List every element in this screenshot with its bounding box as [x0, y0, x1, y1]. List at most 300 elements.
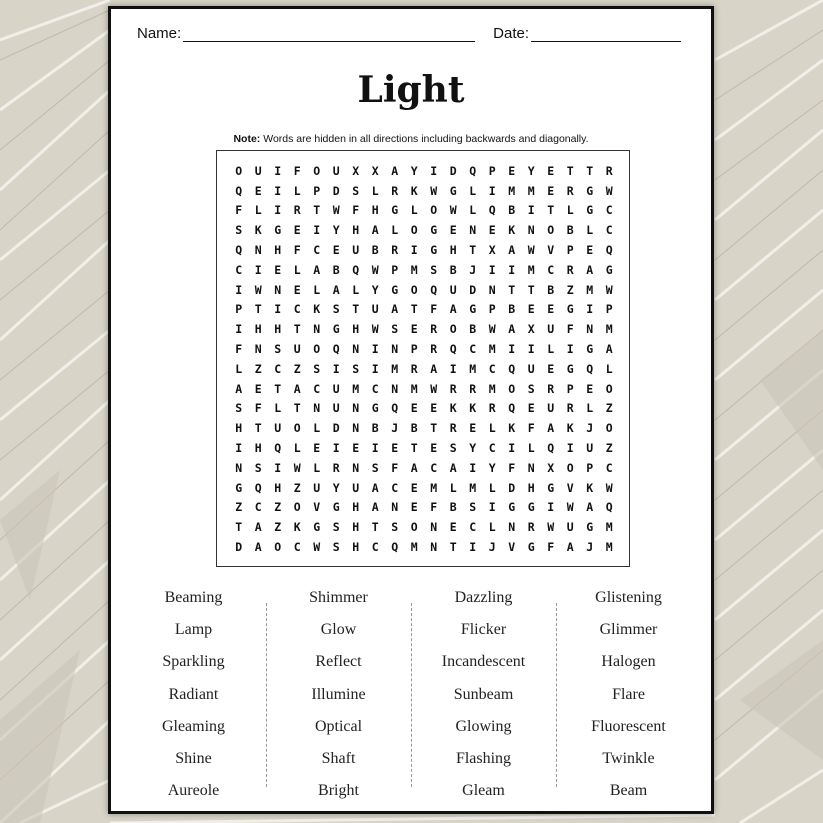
- grid-letter[interactable]: N: [508, 520, 516, 535]
- grid-letter[interactable]: P: [313, 183, 321, 198]
- grid-letter[interactable]: Y: [527, 163, 535, 178]
- grid-letter[interactable]: Q: [508, 401, 516, 416]
- grid-letter[interactable]: M: [410, 262, 418, 277]
- grid-letter[interactable]: H: [254, 322, 262, 337]
- grid-letter[interactable]: Q: [605, 500, 613, 515]
- grid-letter[interactable]: Z: [566, 282, 574, 297]
- grid-letter[interactable]: L: [293, 441, 301, 456]
- grid-letter[interactable]: U: [332, 163, 340, 178]
- grid-letter[interactable]: U: [566, 520, 574, 535]
- grid-letter[interactable]: I: [410, 243, 418, 258]
- grid-letter[interactable]: E: [469, 421, 477, 436]
- grid-letter[interactable]: C: [391, 480, 399, 495]
- grid-letter[interactable]: D: [469, 282, 477, 297]
- grid-letter[interactable]: N: [391, 381, 399, 396]
- grid-letter[interactable]: I: [430, 163, 438, 178]
- grid-letter[interactable]: P: [566, 243, 574, 258]
- grid-letter[interactable]: Q: [235, 183, 243, 198]
- grid-letter[interactable]: K: [508, 421, 516, 436]
- grid-letter[interactable]: A: [313, 262, 321, 277]
- grid-letter[interactable]: E: [527, 302, 535, 317]
- grid-letter[interactable]: M: [430, 480, 438, 495]
- grid-letter[interactable]: Y: [410, 163, 418, 178]
- grid-letter[interactable]: I: [274, 183, 282, 198]
- grid-letter[interactable]: T: [371, 520, 379, 535]
- grid-letter[interactable]: E: [586, 243, 594, 258]
- grid-letter[interactable]: T: [254, 302, 262, 317]
- grid-letter[interactable]: F: [566, 322, 574, 337]
- grid-letter[interactable]: B: [566, 223, 574, 238]
- grid-letter[interactable]: H: [235, 421, 243, 436]
- grid-letter[interactable]: B: [332, 262, 340, 277]
- grid-letter[interactable]: O: [449, 322, 457, 337]
- grid-letter[interactable]: D: [332, 183, 340, 198]
- grid-letter[interactable]: S: [352, 361, 360, 376]
- grid-letter[interactable]: I: [527, 342, 535, 357]
- grid-letter[interactable]: H: [274, 243, 282, 258]
- grid-letter[interactable]: B: [449, 500, 457, 515]
- grid-letter[interactable]: I: [566, 342, 574, 357]
- date-field[interactable]: [493, 25, 681, 42]
- grid-letter[interactable]: Y: [488, 460, 496, 475]
- grid-letter[interactable]: B: [508, 203, 516, 218]
- grid-letter[interactable]: S: [235, 401, 243, 416]
- grid-letter[interactable]: Z: [235, 500, 243, 515]
- grid-letter[interactable]: I: [547, 500, 555, 515]
- grid-letter[interactable]: G: [508, 500, 516, 515]
- grid-letter[interactable]: F: [352, 203, 360, 218]
- grid-letter[interactable]: R: [391, 183, 399, 198]
- grid-letter[interactable]: U: [313, 480, 321, 495]
- grid-letter[interactable]: N: [469, 223, 477, 238]
- grid-letter[interactable]: B: [469, 322, 477, 337]
- grid-letter[interactable]: G: [586, 342, 594, 357]
- grid-letter[interactable]: I: [527, 203, 535, 218]
- grid-letter[interactable]: B: [371, 421, 379, 436]
- grid-letter[interactable]: B: [410, 421, 418, 436]
- grid-letter[interactable]: S: [332, 520, 340, 535]
- grid-letter[interactable]: C: [313, 381, 321, 396]
- grid-letter[interactable]: R: [391, 243, 399, 258]
- grid-letter[interactable]: M: [410, 540, 418, 555]
- grid-letter[interactable]: T: [293, 322, 301, 337]
- grid-letter[interactable]: L: [605, 361, 613, 376]
- grid-letter[interactable]: N: [391, 342, 399, 357]
- grid-letter[interactable]: G: [586, 203, 594, 218]
- grid-letter[interactable]: F: [235, 342, 243, 357]
- grid-letter[interactable]: A: [430, 361, 438, 376]
- grid-letter[interactable]: G: [332, 322, 340, 337]
- grid-letter[interactable]: A: [254, 540, 262, 555]
- grid-letter[interactable]: T: [430, 421, 438, 436]
- grid-letter[interactable]: G: [391, 282, 399, 297]
- grid-letter[interactable]: K: [508, 223, 516, 238]
- grid-letter[interactable]: R: [566, 401, 574, 416]
- grid-letter[interactable]: I: [508, 342, 516, 357]
- grid-letter[interactable]: G: [566, 302, 574, 317]
- grid-letter[interactable]: D: [235, 540, 243, 555]
- grid-letter[interactable]: T: [527, 282, 535, 297]
- grid-letter[interactable]: A: [254, 520, 262, 535]
- grid-letter[interactable]: T: [547, 203, 555, 218]
- grid-letter[interactable]: L: [586, 401, 594, 416]
- grid-letter[interactable]: R: [332, 460, 340, 475]
- grid-letter[interactable]: I: [508, 441, 516, 456]
- grid-letter[interactable]: C: [371, 381, 379, 396]
- grid-letter[interactable]: Q: [391, 540, 399, 555]
- grid-letter[interactable]: G: [235, 480, 243, 495]
- grid-letter[interactable]: V: [508, 540, 516, 555]
- grid-letter[interactable]: P: [605, 302, 613, 317]
- grid-letter[interactable]: V: [566, 480, 574, 495]
- grid-letter[interactable]: U: [527, 361, 535, 376]
- grid-letter[interactable]: R: [449, 381, 457, 396]
- grid-letter[interactable]: E: [410, 401, 418, 416]
- grid-letter[interactable]: H: [254, 441, 262, 456]
- grid-letter[interactable]: X: [488, 243, 496, 258]
- grid-letter[interactable]: A: [605, 342, 613, 357]
- grid-letter[interactable]: H: [527, 480, 535, 495]
- grid-letter[interactable]: C: [274, 361, 282, 376]
- grid-letter[interactable]: G: [527, 540, 535, 555]
- grid-letter[interactable]: A: [410, 460, 418, 475]
- grid-letter[interactable]: N: [254, 342, 262, 357]
- grid-letter[interactable]: A: [391, 302, 399, 317]
- grid-letter[interactable]: U: [352, 480, 360, 495]
- grid-letter[interactable]: U: [332, 401, 340, 416]
- grid-letter[interactable]: K: [313, 302, 321, 317]
- grid-letter[interactable]: R: [547, 381, 555, 396]
- grid-letter[interactable]: A: [371, 480, 379, 495]
- grid-letter[interactable]: V: [547, 243, 555, 258]
- grid-letter[interactable]: L: [566, 203, 574, 218]
- grid-letter[interactable]: E: [527, 401, 535, 416]
- grid-letter[interactable]: G: [605, 262, 613, 277]
- grid-letter[interactable]: J: [488, 540, 496, 555]
- grid-letter[interactable]: C: [488, 361, 496, 376]
- grid-letter[interactable]: E: [547, 302, 555, 317]
- grid-letter[interactable]: D: [332, 421, 340, 436]
- grid-letter[interactable]: E: [449, 520, 457, 535]
- grid-letter[interactable]: R: [410, 361, 418, 376]
- grid-letter[interactable]: U: [352, 243, 360, 258]
- grid-letter[interactable]: H: [274, 322, 282, 337]
- grid-letter[interactable]: Z: [274, 500, 282, 515]
- grid-letter[interactable]: S: [313, 361, 321, 376]
- grid-letter[interactable]: I: [488, 262, 496, 277]
- grid-letter[interactable]: R: [293, 203, 301, 218]
- grid-letter[interactable]: W: [605, 183, 613, 198]
- grid-letter[interactable]: M: [586, 282, 594, 297]
- grid-letter[interactable]: Q: [332, 342, 340, 357]
- grid-letter[interactable]: L: [527, 441, 535, 456]
- grid-letter[interactable]: T: [410, 302, 418, 317]
- grid-letter[interactable]: F: [293, 243, 301, 258]
- grid-letter[interactable]: L: [391, 223, 399, 238]
- grid-letter[interactable]: R: [430, 322, 438, 337]
- grid-letter[interactable]: I: [235, 282, 243, 297]
- grid-letter[interactable]: H: [352, 500, 360, 515]
- grid-letter[interactable]: L: [293, 262, 301, 277]
- grid-letter[interactable]: R: [527, 520, 535, 535]
- grid-letter[interactable]: L: [293, 183, 301, 198]
- grid-letter[interactable]: R: [488, 401, 496, 416]
- grid-letter[interactable]: O: [313, 163, 321, 178]
- grid-letter[interactable]: C: [235, 262, 243, 277]
- grid-letter[interactable]: O: [410, 223, 418, 238]
- grid-letter[interactable]: E: [430, 401, 438, 416]
- grid-letter[interactable]: N: [352, 460, 360, 475]
- grid-letter[interactable]: B: [449, 262, 457, 277]
- grid-letter[interactable]: O: [274, 540, 282, 555]
- grid-letter[interactable]: I: [274, 203, 282, 218]
- grid-letter[interactable]: L: [469, 203, 477, 218]
- grid-letter[interactable]: W: [371, 322, 379, 337]
- grid-letter[interactable]: I: [235, 441, 243, 456]
- grid-letter[interactable]: G: [371, 401, 379, 416]
- grid-letter[interactable]: A: [449, 302, 457, 317]
- grid-letter[interactable]: G: [527, 500, 535, 515]
- grid-letter[interactable]: G: [547, 480, 555, 495]
- grid-letter[interactable]: V: [313, 500, 321, 515]
- grid-letter[interactable]: Z: [254, 361, 262, 376]
- grid-letter[interactable]: E: [410, 500, 418, 515]
- grid-letter[interactable]: E: [586, 381, 594, 396]
- grid-letter[interactable]: W: [332, 203, 340, 218]
- grid-letter[interactable]: L: [547, 342, 555, 357]
- grid-letter[interactable]: D: [508, 480, 516, 495]
- grid-letter[interactable]: W: [527, 243, 535, 258]
- name-field[interactable]: [137, 25, 475, 42]
- grid-letter[interactable]: U: [274, 421, 282, 436]
- grid-letter[interactable]: E: [488, 223, 496, 238]
- grid-letter[interactable]: Q: [254, 480, 262, 495]
- grid-letter[interactable]: C: [469, 342, 477, 357]
- grid-letter[interactable]: E: [254, 381, 262, 396]
- grid-letter[interactable]: P: [410, 342, 418, 357]
- grid-letter[interactable]: G: [586, 183, 594, 198]
- grid-letter[interactable]: L: [313, 282, 321, 297]
- grid-letter[interactable]: P: [488, 302, 496, 317]
- grid-letter[interactable]: H: [352, 540, 360, 555]
- grid-letter[interactable]: J: [391, 421, 399, 436]
- grid-letter[interactable]: E: [391, 441, 399, 456]
- grid-letter[interactable]: G: [449, 183, 457, 198]
- grid-letter[interactable]: I: [332, 441, 340, 456]
- grid-letter[interactable]: R: [430, 342, 438, 357]
- grid-letter[interactable]: I: [449, 361, 457, 376]
- grid-letter[interactable]: O: [293, 421, 301, 436]
- grid-letter[interactable]: G: [391, 203, 399, 218]
- grid-letter[interactable]: I: [274, 460, 282, 475]
- grid-letter[interactable]: N: [430, 540, 438, 555]
- grid-letter[interactable]: F: [391, 460, 399, 475]
- grid-letter[interactable]: M: [469, 361, 477, 376]
- grid-letter[interactable]: A: [332, 282, 340, 297]
- grid-letter[interactable]: K: [293, 520, 301, 535]
- grid-letter[interactable]: K: [410, 183, 418, 198]
- grid-letter[interactable]: Q: [586, 361, 594, 376]
- grid-letter[interactable]: T: [313, 203, 321, 218]
- grid-letter[interactable]: C: [430, 460, 438, 475]
- grid-letter[interactable]: W: [371, 262, 379, 277]
- grid-letter[interactable]: W: [430, 381, 438, 396]
- grid-letter[interactable]: E: [547, 361, 555, 376]
- grid-letter[interactable]: Q: [430, 282, 438, 297]
- grid-letter[interactable]: Q: [547, 441, 555, 456]
- grid-letter[interactable]: F: [430, 500, 438, 515]
- grid-letter[interactable]: A: [391, 163, 399, 178]
- grid-letter[interactable]: U: [449, 282, 457, 297]
- grid-letter[interactable]: N: [313, 322, 321, 337]
- grid-letter[interactable]: H: [352, 223, 360, 238]
- grid-letter[interactable]: Q: [352, 262, 360, 277]
- grid-letter[interactable]: O: [430, 203, 438, 218]
- grid-letter[interactable]: L: [586, 223, 594, 238]
- grid-letter[interactable]: A: [235, 381, 243, 396]
- grid-letter[interactable]: T: [449, 540, 457, 555]
- grid-letter[interactable]: N: [352, 401, 360, 416]
- grid-letter[interactable]: U: [586, 441, 594, 456]
- grid-letter[interactable]: M: [391, 361, 399, 376]
- grid-letter[interactable]: E: [274, 262, 282, 277]
- grid-letter[interactable]: E: [293, 282, 301, 297]
- grid-letter[interactable]: P: [488, 163, 496, 178]
- grid-letter[interactable]: E: [254, 183, 262, 198]
- grid-letter[interactable]: M: [508, 183, 516, 198]
- grid-letter[interactable]: J: [469, 262, 477, 277]
- grid-letter[interactable]: N: [313, 401, 321, 416]
- grid-letter[interactable]: P: [586, 460, 594, 475]
- grid-letter[interactable]: K: [469, 401, 477, 416]
- grid-letter[interactable]: I: [254, 262, 262, 277]
- grid-letter[interactable]: O: [566, 460, 574, 475]
- grid-letter[interactable]: P: [391, 262, 399, 277]
- grid-letter[interactable]: N: [352, 342, 360, 357]
- grid-letter[interactable]: Q: [449, 342, 457, 357]
- grid-letter[interactable]: T: [410, 441, 418, 456]
- grid-letter[interactable]: T: [274, 381, 282, 396]
- grid-letter[interactable]: S: [391, 520, 399, 535]
- grid-letter[interactable]: S: [430, 262, 438, 277]
- grid-letter[interactable]: O: [235, 163, 243, 178]
- grid-letter[interactable]: B: [371, 243, 379, 258]
- grid-letter[interactable]: Q: [508, 361, 516, 376]
- grid-letter[interactable]: A: [586, 500, 594, 515]
- grid-letter[interactable]: N: [527, 223, 535, 238]
- grid-letter[interactable]: G: [566, 361, 574, 376]
- grid-letter[interactable]: I: [371, 342, 379, 357]
- grid-letter[interactable]: Q: [235, 243, 243, 258]
- grid-letter[interactable]: M: [488, 381, 496, 396]
- grid-letter[interactable]: L: [449, 480, 457, 495]
- grid-letter[interactable]: S: [332, 302, 340, 317]
- grid-letter[interactable]: E: [547, 163, 555, 178]
- grid-letter[interactable]: K: [449, 401, 457, 416]
- grid-letter[interactable]: F: [293, 163, 301, 178]
- grid-letter[interactable]: S: [254, 460, 262, 475]
- grid-letter[interactable]: H: [274, 480, 282, 495]
- grid-letter[interactable]: L: [488, 480, 496, 495]
- grid-letter[interactable]: N: [274, 282, 282, 297]
- grid-letter[interactable]: A: [547, 421, 555, 436]
- grid-letter[interactable]: Z: [605, 441, 613, 456]
- grid-letter[interactable]: I: [274, 302, 282, 317]
- grid-letter[interactable]: S: [274, 342, 282, 357]
- grid-letter[interactable]: F: [508, 460, 516, 475]
- grid-letter[interactable]: Q: [488, 203, 496, 218]
- grid-letter[interactable]: I: [371, 361, 379, 376]
- grid-letter[interactable]: C: [254, 500, 262, 515]
- grid-letter[interactable]: W: [488, 322, 496, 337]
- grid-letter[interactable]: K: [254, 223, 262, 238]
- grid-letter[interactable]: R: [449, 421, 457, 436]
- grid-letter[interactable]: E: [430, 441, 438, 456]
- grid-letter[interactable]: W: [254, 282, 262, 297]
- grid-letter[interactable]: F: [254, 401, 262, 416]
- grid-letter[interactable]: C: [605, 203, 613, 218]
- grid-letter[interactable]: M: [352, 381, 360, 396]
- grid-letter[interactable]: O: [410, 282, 418, 297]
- grid-letter[interactable]: A: [586, 262, 594, 277]
- grid-letter[interactable]: B: [508, 302, 516, 317]
- grid-letter[interactable]: T: [293, 401, 301, 416]
- grid-letter[interactable]: O: [410, 520, 418, 535]
- grid-letter[interactable]: Z: [605, 401, 613, 416]
- grid-letter[interactable]: S: [235, 223, 243, 238]
- grid-letter[interactable]: G: [469, 302, 477, 317]
- grid-letter[interactable]: E: [410, 480, 418, 495]
- grid-letter[interactable]: O: [605, 381, 613, 396]
- grid-letter[interactable]: L: [254, 203, 262, 218]
- grid-letter[interactable]: G: [430, 223, 438, 238]
- grid-letter[interactable]: Q: [469, 163, 477, 178]
- grid-letter[interactable]: C: [293, 540, 301, 555]
- grid-letter[interactable]: F: [235, 203, 243, 218]
- grid-letter[interactable]: R: [566, 183, 574, 198]
- grid-letter[interactable]: M: [527, 183, 535, 198]
- grid-letter[interactable]: P: [566, 381, 574, 396]
- grid-letter[interactable]: U: [254, 163, 262, 178]
- grid-letter[interactable]: M: [527, 262, 535, 277]
- grid-letter[interactable]: M: [469, 480, 477, 495]
- grid-letter[interactable]: E: [293, 223, 301, 238]
- grid-letter[interactable]: A: [293, 381, 301, 396]
- grid-letter[interactable]: L: [313, 421, 321, 436]
- grid-letter[interactable]: Z: [274, 520, 282, 535]
- grid-letter[interactable]: N: [352, 421, 360, 436]
- grid-letter[interactable]: S: [332, 540, 340, 555]
- grid-letter[interactable]: L: [352, 282, 360, 297]
- grid-letter[interactable]: S: [371, 460, 379, 475]
- grid-letter[interactable]: W: [566, 500, 574, 515]
- grid-letter[interactable]: A: [371, 500, 379, 515]
- grid-letter[interactable]: I: [488, 183, 496, 198]
- grid-letter[interactable]: B: [547, 282, 555, 297]
- grid-letter[interactable]: T: [586, 163, 594, 178]
- grid-letter[interactable]: J: [586, 540, 594, 555]
- grid-letter[interactable]: W: [430, 183, 438, 198]
- grid-letter[interactable]: X: [527, 322, 535, 337]
- grid-letter[interactable]: T: [254, 421, 262, 436]
- grid-letter[interactable]: J: [586, 421, 594, 436]
- grid-letter[interactable]: S: [391, 322, 399, 337]
- grid-letter[interactable]: I: [469, 460, 477, 475]
- grid-letter[interactable]: W: [293, 460, 301, 475]
- grid-letter[interactable]: Y: [469, 441, 477, 456]
- grid-letter[interactable]: O: [605, 421, 613, 436]
- grid-letter[interactable]: A: [371, 223, 379, 238]
